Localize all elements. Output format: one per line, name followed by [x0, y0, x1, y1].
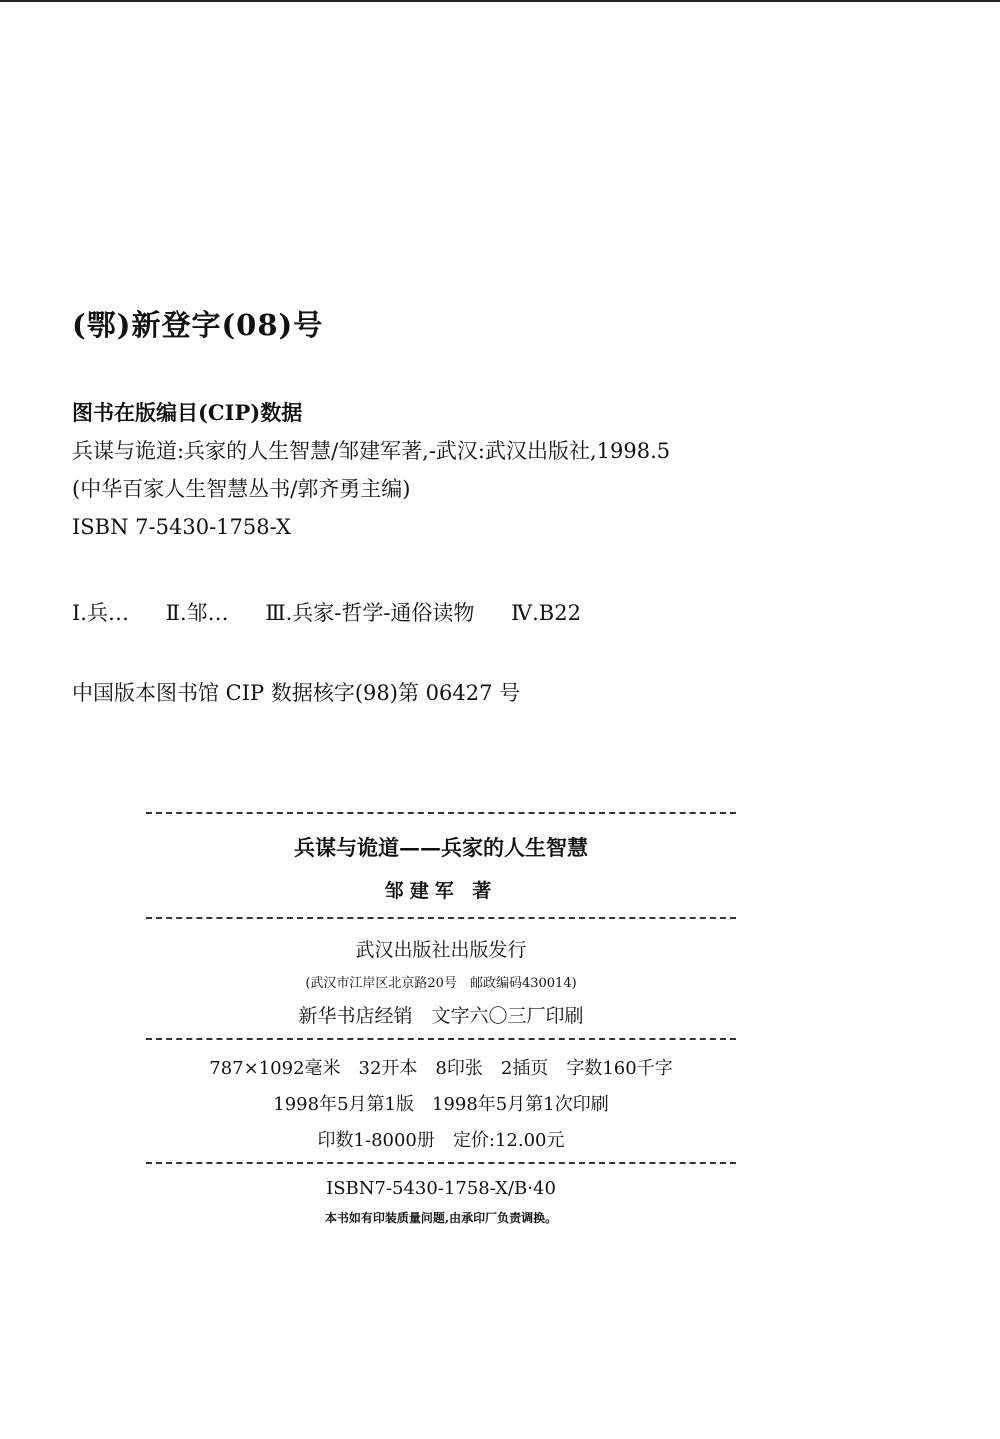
quality-note: 本书如有印装质量问题,由承印厂负责调换。	[324, 1211, 558, 1225]
book-title: 兵谋与诡道——兵家的人生智慧	[294, 835, 588, 860]
registration-number: (鄂)新登字(08)号	[72, 308, 324, 342]
divider	[146, 812, 736, 814]
classification-item: Ⅰ.兵…	[72, 601, 129, 625]
cip-isbn: ISBN 7-5430-1758-X	[72, 515, 291, 539]
book-specs: 787×1092毫米 32开本 8印张 2插页 字数160千字	[209, 1058, 673, 1079]
publisher: 武汉出版社出版发行	[355, 939, 527, 961]
cip-series: (中华百家人生智慧丛书/郭齐勇主编)	[72, 477, 411, 501]
cip-verification: 中国版本图书馆 CIP 数据核字(98)第 06427 号	[72, 681, 521, 705]
divider	[146, 1162, 736, 1164]
classification-item: Ⅱ.邹…	[165, 601, 229, 625]
classification-line	[72, 597, 611, 627]
cip-heading: 图书在版编目(CIP)数据	[72, 400, 303, 425]
colophon-block	[146, 812, 736, 1226]
print-run-price: 印数1-8000册 定价:12.00元	[317, 1130, 565, 1151]
distributor-printer: 新华书店经销 文字六〇三厂印刷	[298, 1005, 584, 1027]
book-author: 邹建军 著	[384, 880, 498, 902]
cip-entry: 兵谋与诡道:兵家的人生智慧/邹建军著,-武汉:武汉出版社,1998.5	[72, 439, 671, 463]
colophon-isbn: ISBN7-5430-1758-X/B·40	[326, 1178, 556, 1199]
divider	[146, 917, 736, 919]
divider	[146, 1038, 736, 1040]
classification-item: Ⅳ.B22	[511, 601, 581, 625]
edition-info: 1998年5月第1版 1998年5月第1次印刷	[273, 1094, 609, 1115]
classification-item: Ⅲ.兵家-哲学-通俗读物	[265, 601, 475, 625]
top-border-rule	[0, 0, 1000, 2]
publisher-address: (武汉市江岸区北京路20号 邮政编码430014)	[305, 976, 577, 991]
cip-data-block	[72, 394, 932, 546]
